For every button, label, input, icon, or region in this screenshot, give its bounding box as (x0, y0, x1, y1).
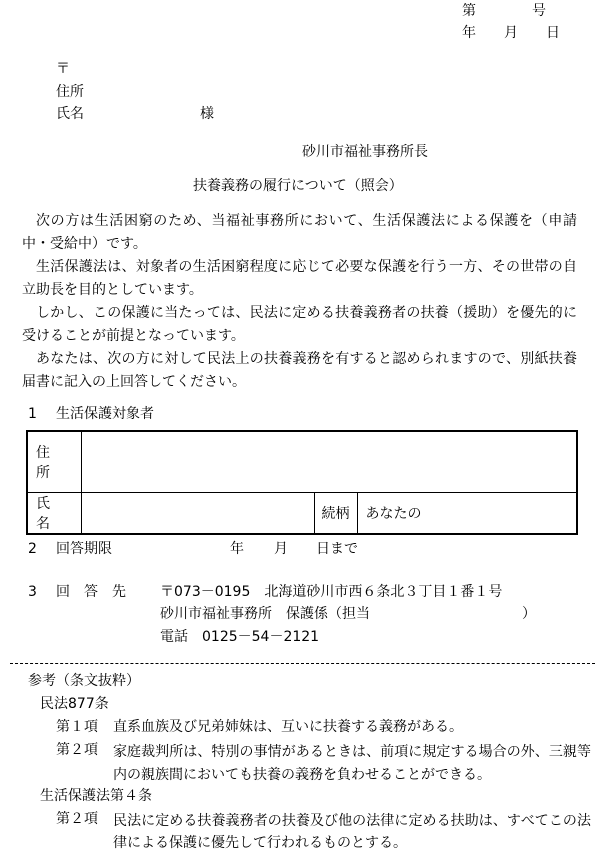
section3-number: 3 (28, 584, 37, 600)
section2-number: 2 (28, 541, 37, 557)
section1-number: 1 (28, 406, 37, 422)
beneficiary-name-row (27, 492, 577, 534)
beneficiary-address-row (27, 431, 577, 492)
body-paragraph-1: 次の方は生活困窮のため、当福祉事務所において、生活保護法による保護を（申請中・受給中）です。 (22, 213, 577, 252)
recipient-name-label: 氏名 (56, 106, 84, 122)
beneficiary-name-label-cell (27, 492, 81, 534)
body-paragraph-4: あなたは、次の方に対して民法上の扶養義務を有すると認められますので、別紙扶養届書に記入の上回答してください。 (22, 351, 577, 390)
relation-field[interactable] (357, 492, 577, 534)
welfare-law-title: 生活保護法第４条 (40, 788, 152, 804)
body-paragraph-3: しかし、この保護に当たっては、民法に定める扶養義務者の扶養（援助）を優先的に受けることが前提となっています。 (22, 305, 577, 344)
reference-heading: 参考（条文抜粋） (28, 673, 140, 689)
relation-label: 続柄 (314, 492, 357, 534)
civil-clause2-text: 家庭裁判所は、特別の事情があるときは、前項に規定する場合の外、三親等内の親族間においても扶養の義務を負わせることができる。 (113, 744, 591, 783)
beneficiary-address-label: 住 所 (36, 444, 64, 481)
reply-address: 〒073－0195 北海道砂川市西６条北３丁目１番１号 (160, 584, 503, 600)
recipient-address-label: 住所 (56, 84, 84, 100)
document-date-label: 年 月 日 (462, 25, 560, 41)
document-number-label: 第 号 (462, 3, 546, 19)
reply-phone: 電話 0125－54－2121 (160, 629, 320, 645)
welfare-clause1-text: 民法に定める扶養義務者の扶養及び他の法律に定める扶助は、すべてこの法律による保護に優先して行われるものとする。 (113, 813, 591, 851)
section3-title: 回 答 先 (56, 584, 126, 600)
page-title: 扶養義務の履行について（照会） (193, 178, 403, 194)
section1-title: 生活保護対象者 (56, 406, 154, 422)
beneficiary-name-label: 氏 名 (36, 495, 64, 532)
welfare-clause1-label: 第２項 (56, 811, 98, 827)
dashed-divider (10, 663, 595, 664)
sender-name: 砂川市福祉事務所長 (302, 144, 428, 160)
deadline-day-label: 日まで (316, 541, 358, 557)
beneficiary-name-field[interactable] (81, 492, 314, 534)
section2-title: 回答期限 (56, 541, 112, 557)
reply-office-close: ） (522, 606, 536, 622)
body-paragraph-2: 生活保護法は、対象者の生活困窮程度に応じて必要な保護を行う一方、その世帯の自立助長を目的としています。 (22, 259, 577, 298)
beneficiary-address-label-cell (27, 431, 81, 492)
recipient-honorific: 様 (200, 106, 214, 122)
deadline-month-label: 月 (274, 541, 288, 557)
reply-office: 砂川市福祉事務所 保護係（担当 (160, 606, 370, 622)
postal-mark: 〒 (56, 61, 70, 77)
deadline-year-label: 年 (230, 541, 244, 557)
civil-clause2-label: 第２項 (56, 742, 98, 758)
relation-value: あなたの (365, 505, 422, 522)
beneficiary-address-field[interactable] (81, 431, 577, 492)
civil-clause1-text: 直系血族及び兄弟姉妹は、互いに扶養する義務がある。 (113, 719, 463, 735)
civil-code-title: 民法877条 (40, 696, 109, 712)
civil-clause1-label: 第１項 (56, 719, 98, 735)
beneficiary-table (26, 430, 578, 535)
